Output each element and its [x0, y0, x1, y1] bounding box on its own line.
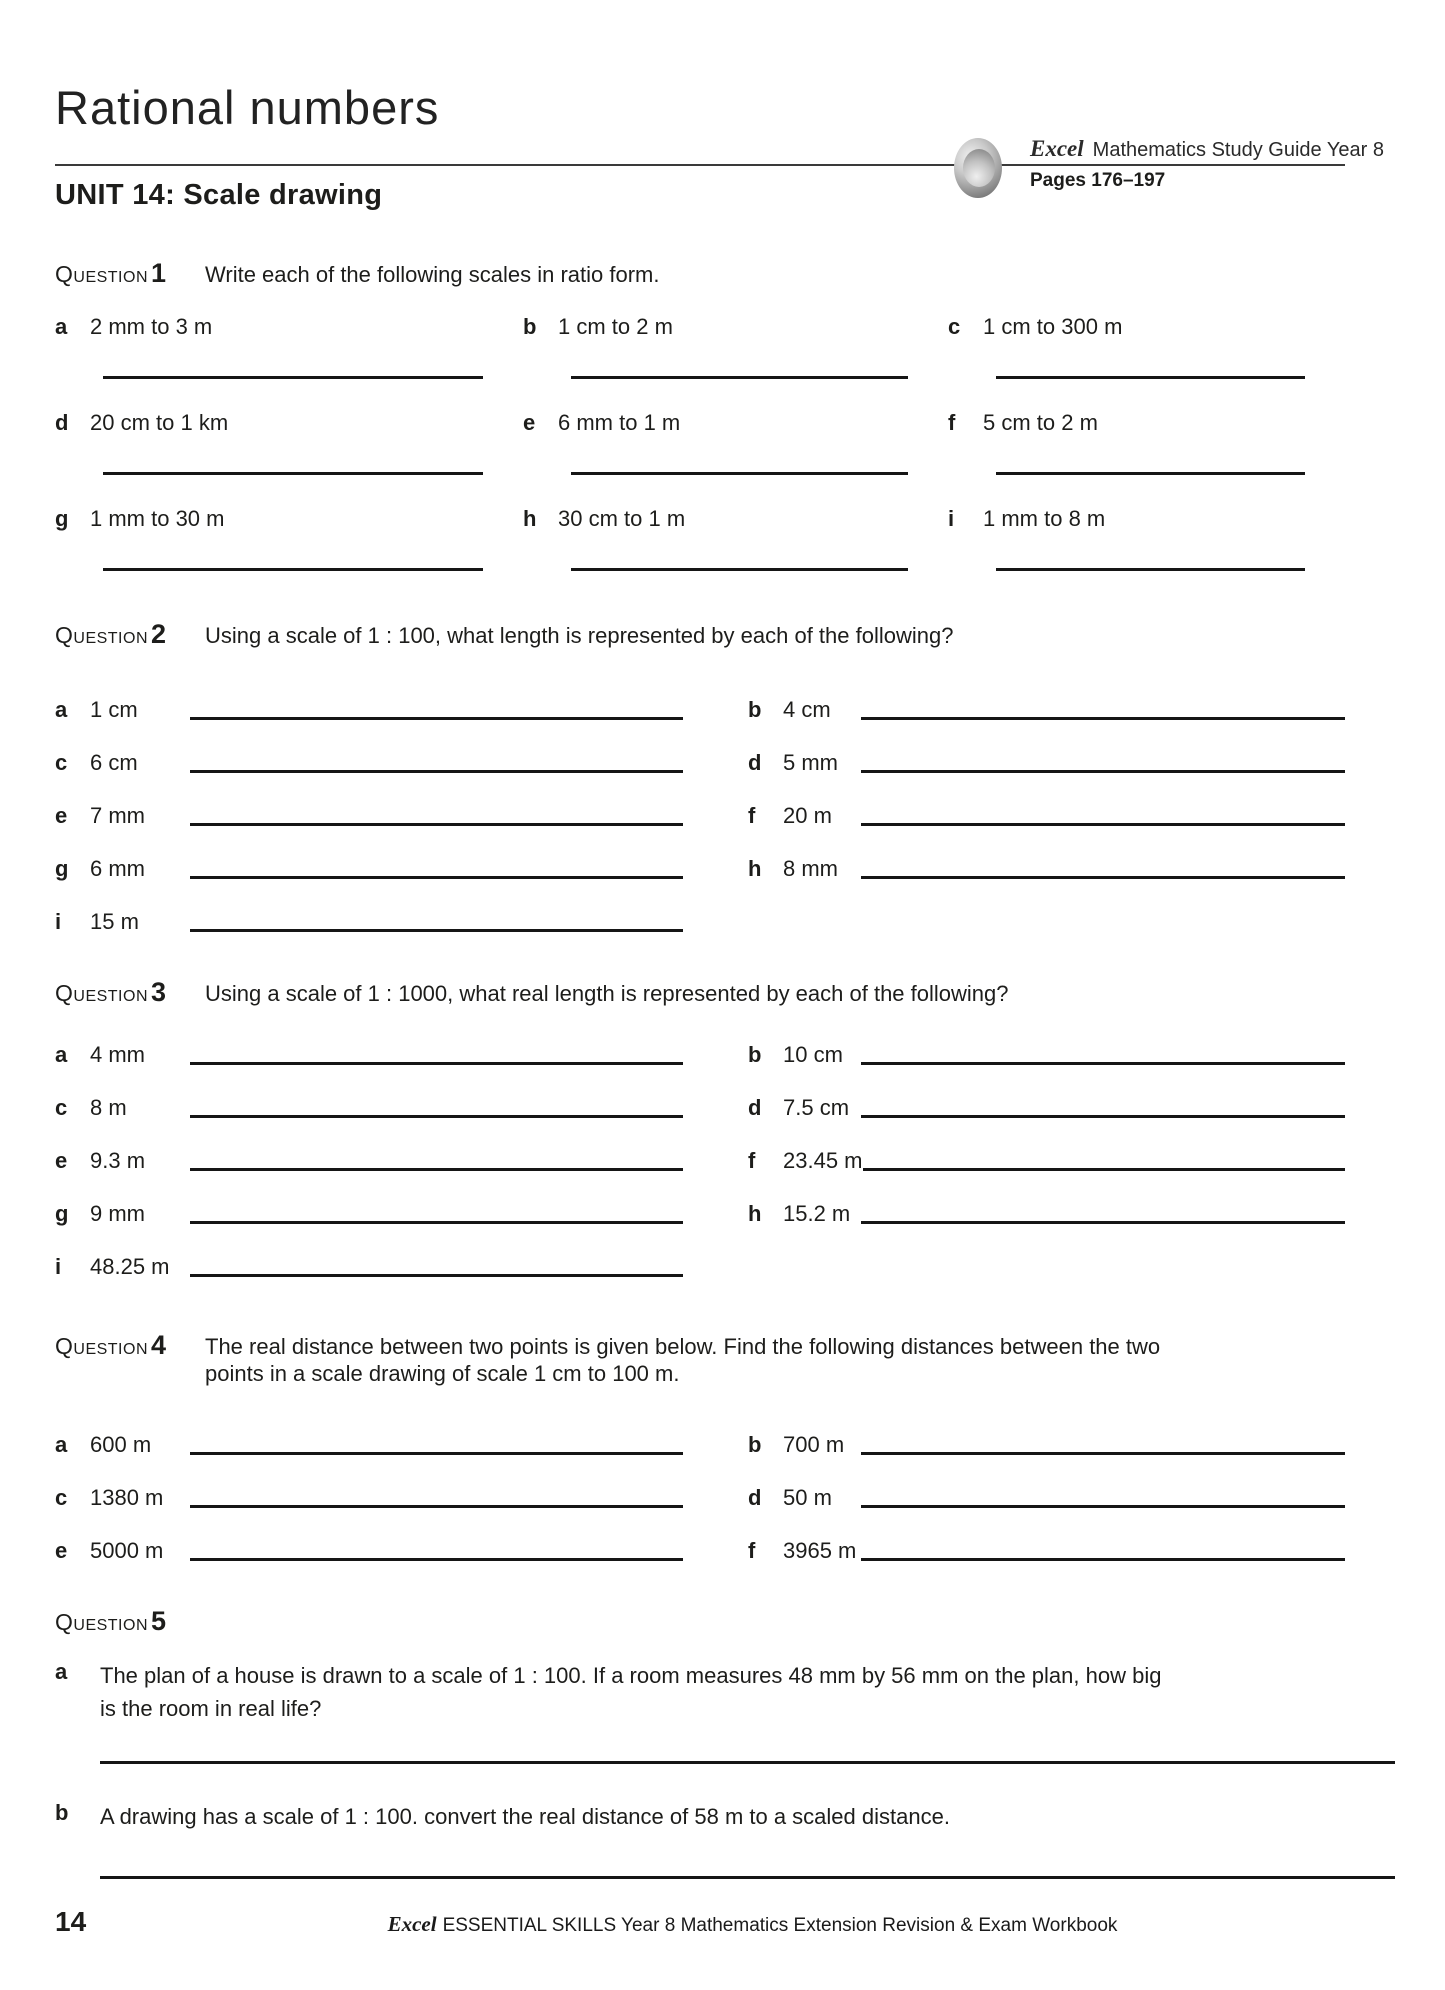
list-item: g 9 mm [55, 1200, 748, 1227]
list-item: f 23.45 m [748, 1147, 1345, 1174]
question-number: 5 [151, 1606, 167, 1636]
answer-line[interactable] [996, 472, 1305, 475]
list-item: a 2 mm to 3 m [55, 313, 523, 379]
answer-line[interactable] [190, 770, 683, 773]
question-word: Question [55, 1333, 149, 1359]
answer-line[interactable] [100, 1876, 1395, 1879]
answer-line[interactable] [100, 1761, 1395, 1764]
list-item: c 1380 m [55, 1484, 748, 1511]
answer-line[interactable] [190, 1558, 683, 1561]
list-item: b 700 m [748, 1431, 1345, 1458]
footer-text: Excel ESSENTIAL SKILLS Year 8 Mathematics Extension Revision & Exam Workbook [387, 1912, 1118, 1936]
question-2-prompt: Using a scale of 1 : 100, what length is represented by each of the following? [205, 623, 954, 648]
answer-line[interactable] [190, 1505, 683, 1508]
question-3-items [55, 1041, 1345, 1280]
list-item: c 1 cm to 300 m [948, 313, 1345, 379]
question-word: Question [55, 622, 149, 648]
answer-line[interactable] [861, 1115, 1345, 1118]
list-item: e 5000 m [55, 1537, 748, 1564]
answer-line[interactable] [103, 472, 483, 475]
question-number: 1 [151, 258, 167, 288]
answer-line[interactable] [190, 717, 683, 720]
list-item: e 9.3 m [55, 1147, 748, 1174]
list-item: i 48.25 m [55, 1253, 748, 1280]
question-5a-text: The plan of a house is drawn to a scale of 1 : 100. If a room measures 48 mm by 56 mm on the plan, how big is the room in real life? [100, 1663, 1162, 1721]
list-item: d 50 m [748, 1484, 1345, 1511]
list-item: d 7.5 cm [748, 1094, 1345, 1121]
question-2-heading [55, 619, 1345, 650]
list-item: h 15.2 m [748, 1200, 1345, 1227]
question-word: Question [55, 261, 149, 287]
unit-title: UNIT 14: Scale drawing [55, 179, 383, 211]
answer-line[interactable] [190, 876, 683, 879]
question-5b: b A drawing has a scale of 1 : 100. convert the real distance of 58 m to a scaled distance. [55, 1800, 1345, 1879]
answer-line[interactable] [190, 1168, 683, 1171]
list-item: e 7 mm [55, 802, 748, 829]
answer-line[interactable] [996, 568, 1305, 571]
header-rule [55, 164, 1345, 166]
answer-line[interactable] [861, 876, 1345, 879]
answer-line[interactable] [103, 568, 483, 571]
question-5b-text: A drawing has a scale of 1 : 100. convert the real distance of 58 m to a scaled distance. [100, 1804, 950, 1829]
question-5a: a The plan of a house is drawn to a scale of 1 : 100. If a room measures 48 mm by 56 mm on the plan, how big is the room in real life? [55, 1659, 1345, 1764]
answer-line[interactable] [861, 1452, 1345, 1455]
answer-line[interactable] [190, 1274, 683, 1277]
answer-line[interactable] [103, 376, 483, 379]
answer-line[interactable] [861, 717, 1345, 720]
list-item: i 1 mm to 8 m [948, 505, 1345, 571]
answer-line[interactable] [190, 1221, 683, 1224]
excel-wordmark: Excel [1030, 136, 1084, 161]
answer-line[interactable] [571, 376, 908, 379]
list-item: a 4 mm [55, 1041, 748, 1068]
answer-line[interactable] [190, 1452, 683, 1455]
list-item: d 5 mm [748, 749, 1345, 776]
list-item: g 6 mm [55, 855, 748, 882]
list-item: h 30 cm to 1 m [523, 505, 948, 571]
question-4-items [55, 1431, 1345, 1564]
answer-line[interactable] [863, 1168, 1346, 1171]
question-3-prompt: Using a scale of 1 : 1000, what real length is represented by each of the following? [205, 981, 1009, 1006]
list-item: b 4 cm [748, 696, 1345, 723]
question-word: Question [55, 1609, 149, 1635]
answer-line[interactable] [190, 823, 683, 826]
question-4-heading [55, 1330, 1345, 1387]
question-5-heading [55, 1606, 1345, 1637]
answer-line[interactable] [190, 929, 683, 932]
answer-line[interactable] [861, 1062, 1345, 1065]
answer-line[interactable] [190, 1062, 683, 1065]
list-item: f 5 cm to 2 m [948, 409, 1345, 475]
list-item: c 6 cm [55, 749, 748, 776]
answer-line[interactable] [861, 1505, 1345, 1508]
list-item: h 8 mm [748, 855, 1345, 882]
answer-line[interactable] [861, 823, 1345, 826]
question-2-items [55, 696, 1345, 935]
question-word: Question [55, 980, 149, 1006]
list-item: f 3965 m [748, 1537, 1345, 1564]
question-number: 3 [151, 977, 167, 1007]
page-title: Rational numbers [55, 81, 440, 134]
list-item: f 20 m [748, 802, 1345, 829]
excel-wordmark: Excel [387, 1912, 437, 1936]
brand-line [1030, 136, 1384, 162]
answer-line[interactable] [996, 376, 1305, 379]
list-item: b 1 cm to 2 m [523, 313, 948, 379]
pages-reference: Pages 176–197 [1030, 170, 1166, 191]
question-1-prompt: Write each of the following scales in ratio form. [205, 262, 660, 287]
answer-line[interactable] [571, 568, 908, 571]
page-number: 14 [55, 1906, 87, 1937]
question-number: 4 [151, 1330, 167, 1360]
answer-line[interactable] [861, 1221, 1345, 1224]
list-item: a 600 m [55, 1431, 748, 1458]
list-item: c 8 m [55, 1094, 748, 1121]
page-footer [55, 1906, 1390, 1938]
question-4-prompt: The real distance between two points is given below. Find the following distances between the two points in a scale drawing of scale 1 cm to 100 m. [205, 1334, 1161, 1386]
question-3-heading [55, 977, 1345, 1008]
question-1-items [55, 313, 1345, 571]
list-item: b 10 cm [748, 1041, 1345, 1068]
list-item: a 1 cm [55, 696, 748, 723]
brand-suffix: Mathematics Study Guide Year 8 [1092, 139, 1384, 161]
question-1-heading [55, 258, 1345, 289]
list-item: e 6 mm to 1 m [523, 409, 948, 475]
list-item: g 1 mm to 30 m [55, 505, 523, 571]
answer-line[interactable] [190, 1115, 683, 1118]
list-item: d 20 cm to 1 km [55, 409, 523, 475]
list-item: i 15 m [55, 908, 748, 935]
excel-sphere-logo-icon [954, 138, 1002, 198]
answer-line[interactable] [571, 472, 908, 475]
answer-line[interactable] [861, 770, 1345, 773]
answer-line[interactable] [861, 1558, 1345, 1561]
question-number: 2 [151, 619, 167, 649]
